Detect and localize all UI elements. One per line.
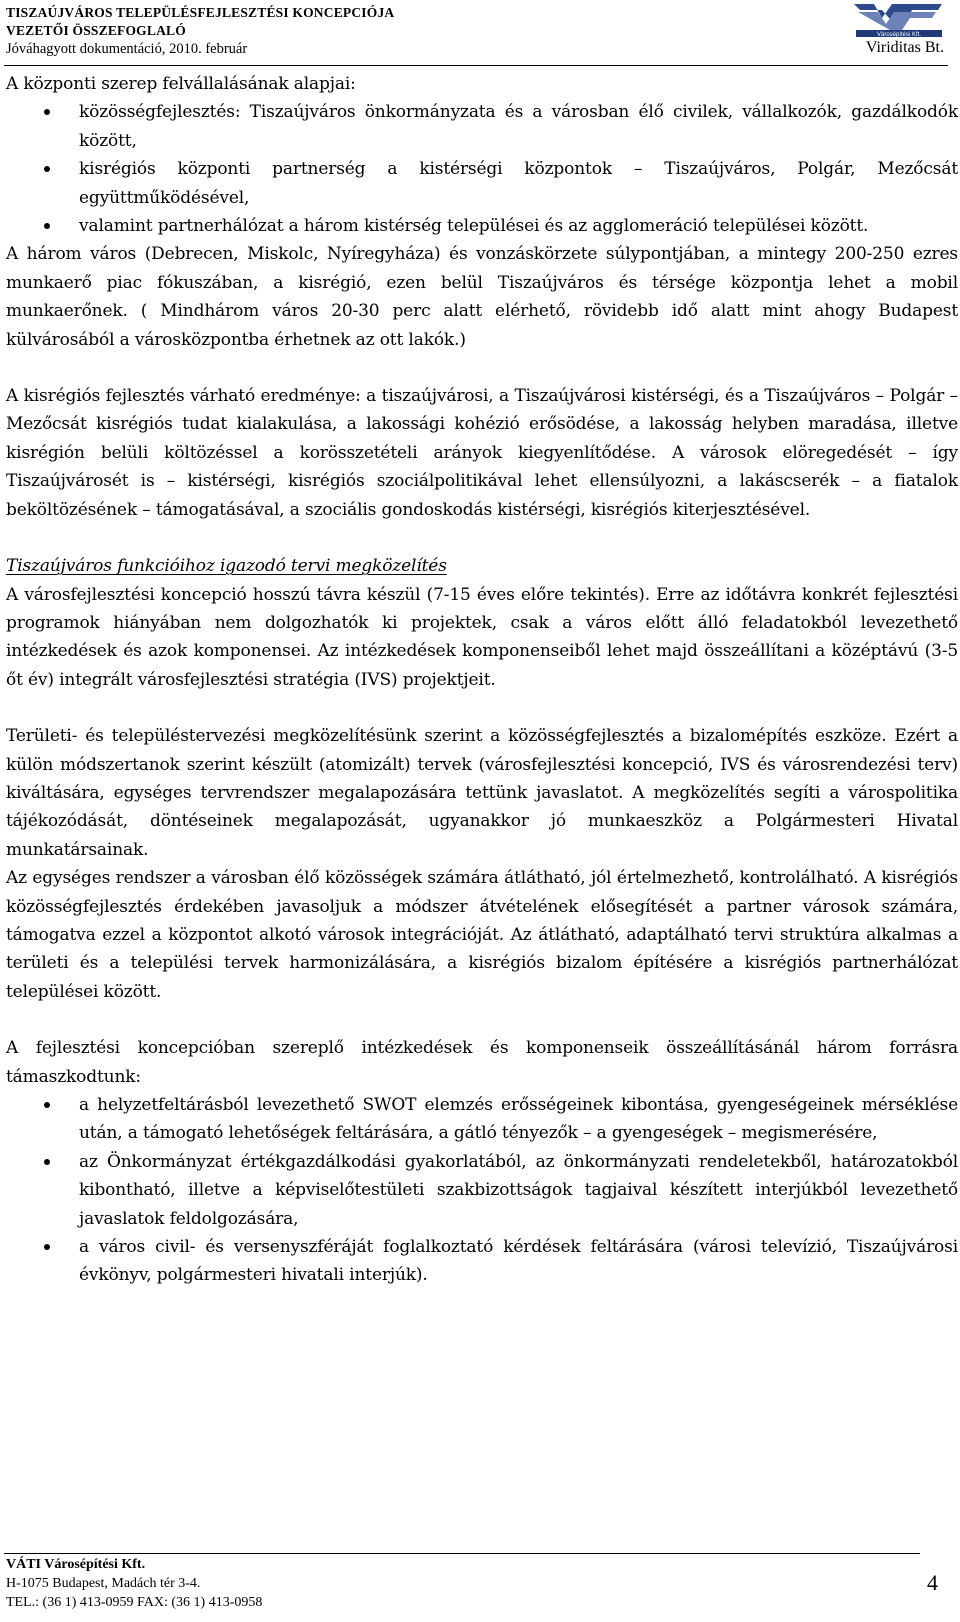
bullet-list-2 <box>6 1091 958 1290</box>
document-body <box>6 70 958 1290</box>
paragraph-intro: A központi szerep felvállalásának alapjai: <box>6 74 356 94</box>
header-title: TISZAÚJVÁROS TELEPÜLÉSFEJLESZTÉSI KONCEPCIÓJA <box>6 5 395 20</box>
paragraph: A fejlesztési koncepcióban szereplő intézkedések és komponenseik összeállításánál három forrásra támaszkodtunk: <box>6 1038 958 1087</box>
section-heading: Tiszaújváros funkcióihoz igazodó tervi megközelítés <box>6 556 447 577</box>
list-item: valamint partnerhálózat a három kistérség települései és az agglomeráció települései között. <box>6 212 958 240</box>
page-header <box>6 4 566 58</box>
footer-address: H-1075 Budapest, Madách tér 3-4. <box>6 1576 201 1591</box>
header-document-status: Jóváhagyott dokumentáció, 2010. február <box>6 41 248 57</box>
paragraph: A városfejlesztési koncepció hosszú távra készül (7-15 éves előre tekintés). Erre az időtávra konkrét fejlesztési programok hiányában nem dolgozhatók ki projektek, csak a város előtt álló feladatokból levezethető intézkedések és azok komponensei. Az intézkedések komponenseiből lehet majd összeállítani a középtávú (3-5 őt év) integrált városfejlesztési stratégia (IVS) projektjeit. <box>6 584 958 690</box>
header-logo-block <box>834 0 944 57</box>
paragraph: A három város (Debrecen, Miskolc, Nyíregyháza) és vonzáskörzete súlypontjában, a mintegy 200-250 ezres munkaerő piac fókuszában, a kisrégió, ezen belül Tiszaújváros és térsége központja lehet a mobil munkaerőnek. ( Mindhárom város 20-30 perc alatt elérhető, rövidebb idő alatt mint ahogy Budapest külvárosából a városközpontba érhetnek az ott lakók.) <box>6 244 958 350</box>
paragraph: A kisrégiós fejlesztés várható eredménye: a tiszaújvárosi, a Tiszaújvárosi kistérségi, és a Tiszaújváros – Polgár – Mezőcsát kisrégiós tudat kialakulása, a lakossági kohézió erősödése, a lakosság helyben maradása, illetve kisrégión belüli költözéssel a korösszetételi arányok kiegyenlítődése. A városok elöregedését – így Tiszaújvárosét is – kistérségi, kisrégiós szociálpolitikával lehet ellensúlyozni, a lakáscserék – a fiatalok beköltözésének – támogatásával, a szociális gondoskodás kistérségi, kisrégiós kiterjesztésével. <box>6 386 958 520</box>
page-number: 4 <box>927 1570 938 1595</box>
list-item: az Önkormányzat értékgazdálkodási gyakorlatából, az önkormányzati rendeletekből, határozatokból kibontható, illetve a képviselőtestületi szakbizottságok tagjaival készített interjúkból levezethető javaslatok feldolgozására, <box>6 1148 958 1233</box>
list-item: közösségfejlesztés: Tiszaújváros önkormányzata és a városban élő civilek, vállalkozók, gazdálkodók között, <box>6 98 958 155</box>
footer-contact: TEL.: (36 1) 413-0959 FAX: (36 1) 413-0958 <box>6 1595 263 1610</box>
list-item: a város civil- és versenyszféráját foglalkoztató kérdések feltárására (városi televízió, Tiszaújvárosi évkönyv, polgármesteri hivatali interjúk). <box>6 1233 958 1290</box>
footer-divider <box>4 1553 920 1554</box>
vati-logo-icon <box>852 0 944 38</box>
list-item: kisrégiós központi partnerség a kistérségi központok – Tiszaújváros, Polgár, Mezőcsát együttműködésével, <box>6 155 958 212</box>
list-item: a helyzetfeltárásból levezethető SWOT elemzés erősségeinek kibontása, gyengeségeinek mérséklése után, a támogató lehetőségek feltárására, a gátló tényezők – a gyengeségek – megismerésére, <box>6 1091 958 1148</box>
bullet-list-1 <box>6 98 958 240</box>
paragraph: Területi- és településtervezési megközelítésünk szerint a közösségfejlesztés a bizalomépítés eszköze. Ezért a külön módszertanok szerint készült (atomizált) tervek (városfejlesztési koncepció, IVS és városrendezési terv) kiváltására, egységes tervrendszer megalapozására tettünk javaslatot. A megközelítés segíti a várospolitika tájékozódását, döntéseinek megalapozását, ugyanakkor jó munkaeszköz a Polgármesteri Hivatal munkatársainak. <box>6 726 958 860</box>
footer-company: VÁTI Városépítési Kft. <box>6 1557 146 1572</box>
header-company: Viriditas Bt. <box>865 39 944 56</box>
header-divider <box>4 65 948 66</box>
header-subtitle: VEZETŐI ÖSSZEFOGLALÓ <box>6 23 186 38</box>
page-footer <box>6 1555 262 1612</box>
svg-text:Városépítési Kft.: Városépítési Kft. <box>876 32 922 38</box>
paragraph: Az egységes rendszer a városban élő közösségek számára átlátható, jól értelmezhető, kontrolálható. A kisrégiós közösségfejlesztés érdekében javasoljuk a módszer átvételének elősegítését a partner városok számára, támogatva ezzel a központot alkotó városok integrációját. Az átlátható, adaptálható tervi struktúra alkalmas a területi és a települési tervek harmonizálására, a kisrégiós bizalom építésére a kisrégiós partnerhálózat települései között. <box>6 868 958 1002</box>
